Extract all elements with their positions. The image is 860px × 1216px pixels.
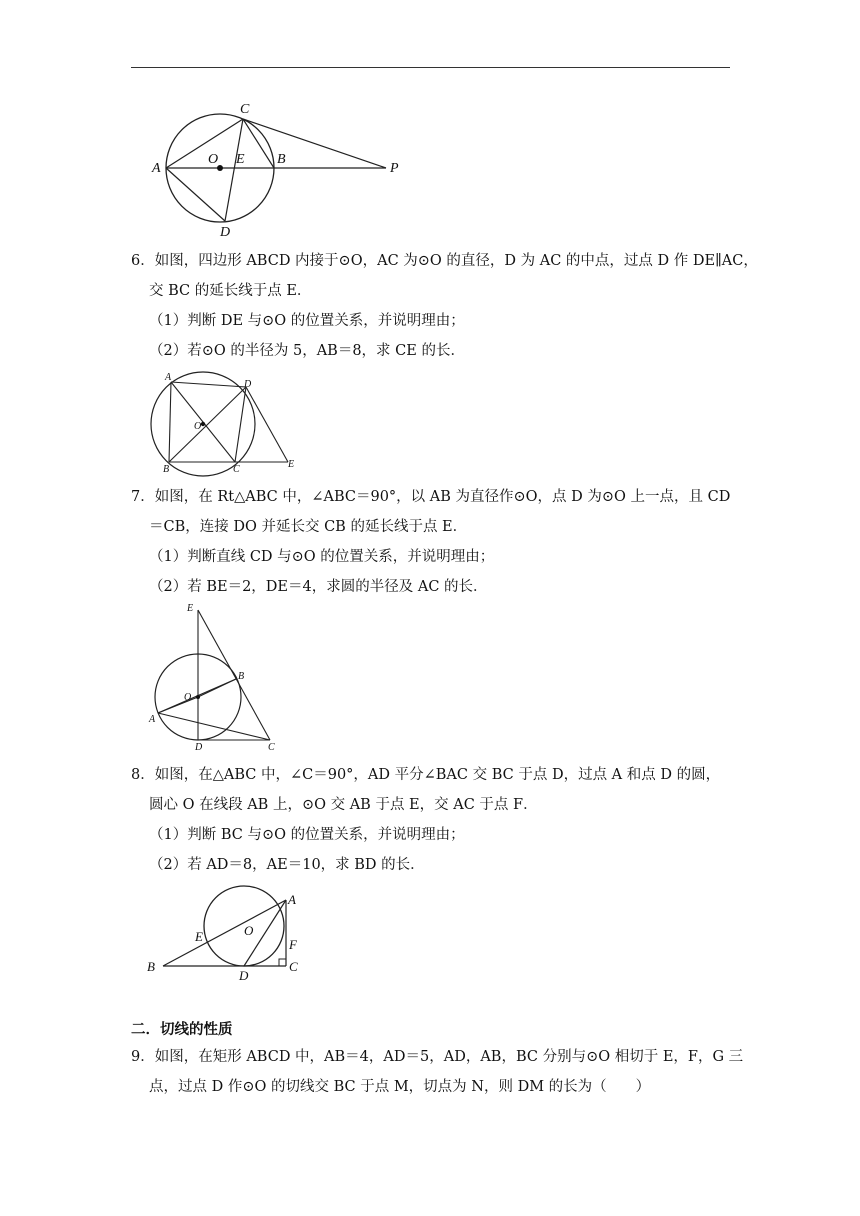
label-D: D: [195, 742, 203, 753]
q9-line1: 9．如图，在矩形 ABCD 中，AB＝4，AD＝5，AD，AB，BC 分别与⊙O 相切于 E，F，G 三: [131, 1049, 744, 1065]
q7-line1: 7．如图，在 Rt△ABC 中，∠ABC＝90°，以 AB 为直径作⊙O，点 D 为⊙O 上一点，且 CD: [131, 489, 731, 505]
label-A: A: [152, 161, 161, 176]
q6-line2: 交 BC 的延长线于点 E．: [149, 283, 312, 299]
header-rule: [131, 67, 730, 68]
q8-line2: 圆心 O 在线段 AB 上，⊙O 交 AB 于点 E，交 AC 于点 F．: [149, 797, 538, 813]
q8-line1: 8．如图，在△ABC 中，∠C＝90°，AD 平分∠BAC 交 BC 于点 D，过点 A 和点 D 的圆，: [131, 767, 721, 783]
q7-line2: ＝CB，连接 DO 并延长交 CB 的延长线于点 E．: [149, 519, 468, 535]
figure-q7: [142, 602, 292, 754]
label-C: C: [233, 464, 240, 475]
label-E: E: [195, 929, 203, 944]
label-D: D: [220, 225, 231, 240]
figure-q8: [140, 878, 320, 988]
label-D: D: [244, 379, 252, 390]
label-O: O: [184, 692, 192, 703]
section-heading: 二．切线的性质: [131, 1022, 233, 1038]
label-A: A: [165, 372, 172, 383]
q8-part2: （2）若 AD＝8，AE＝10，求 BD 的长．: [149, 857, 425, 873]
label-B: B: [163, 464, 170, 475]
label-B: B: [147, 959, 155, 974]
label-C: C: [289, 959, 298, 974]
label-A: A: [288, 892, 296, 907]
q6-part2: （2）若⊙O 的半径为 5，AB＝8，求 CE 的长．: [149, 343, 465, 359]
label-A: A: [149, 714, 156, 725]
q7-part1: （1）判断直线 CD 与⊙O 的位置关系，并说明理由；: [149, 549, 495, 565]
label-E: E: [187, 603, 194, 614]
label-F: F: [289, 937, 297, 952]
figure-q6: [148, 370, 308, 480]
label-P: P: [390, 161, 399, 176]
label-O: O: [244, 923, 254, 938]
q7-part2: （2）若 BE＝2，DE＝4，求圆的半径及 AC 的长．: [149, 579, 488, 595]
label-C: C: [240, 102, 250, 117]
q6-line1: 6．如图，四边形 ABCD 内接于⊙O，AC 为⊙O 的直径，D 为 AC 的中点，过点 D 作 DE∥AC，: [131, 253, 758, 269]
label-E: E: [236, 152, 245, 167]
label-O: O: [194, 421, 202, 432]
q6-part1: （1）判断 DE 与⊙O 的位置关系，并说明理由；: [149, 313, 465, 329]
label-B: B: [238, 671, 245, 682]
q9-line2: 点，过点 D 作⊙O 的切线交 BC 于点 M，切点为 N，则 DM 的长为（ ）: [149, 1079, 651, 1095]
label-D: D: [239, 968, 249, 983]
label-O: O: [208, 152, 219, 167]
label-C: C: [268, 742, 275, 753]
label-B: B: [277, 152, 286, 167]
figure-q5: [140, 96, 420, 246]
q8-part1: （1）判断 BC 与⊙O 的位置关系，并说明理由；: [149, 827, 465, 843]
label-E: E: [288, 459, 295, 470]
